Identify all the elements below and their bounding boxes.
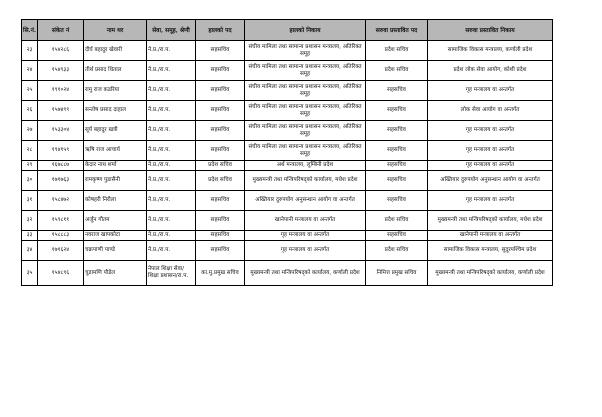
cell-current-office: गृह मन्त्रालय वा अन्तर्गत bbox=[245, 241, 366, 261]
cell-code: १५७४९९ bbox=[38, 101, 84, 121]
cell-current-office: संघीय मामिला तथा सामान्य प्रशासन मन्त्रालय, अतिरिक्त समूह bbox=[245, 61, 366, 81]
cell-proposed-post: सहसचिव bbox=[366, 171, 428, 191]
cell-service: ने.प्र./रा.प. bbox=[147, 81, 196, 101]
cell-service: ने.प्र./रा.प. bbox=[147, 101, 196, 121]
cell-service: ने.प्र./रा.प. bbox=[147, 211, 196, 231]
cell-current-post: सहसचिव bbox=[196, 61, 245, 81]
transfer-table bbox=[21, 19, 553, 286]
table-row bbox=[22, 161, 553, 171]
cell-current-post: सहसचिव bbox=[196, 141, 245, 161]
header-current-post: हालको पद bbox=[196, 20, 245, 41]
cell-service: ने.प्र./रा.प. bbox=[147, 241, 196, 261]
cell-name: रामकृष्ण पुडासैनी bbox=[84, 171, 147, 191]
cell-current-office: संघीय मामिला तथा सामान्य प्रशासन मन्त्रालय, अतिरिक्त समूह bbox=[245, 141, 366, 161]
cell-serial: ३२ bbox=[22, 211, 38, 231]
cell-current-office: खानेपानी मन्त्रालय वा अन्तर्गत bbox=[245, 211, 366, 231]
cell-proposed-post: प्रदेश सचिव bbox=[366, 211, 428, 231]
cell-proposed-office: सामाजिक विकास मन्त्रालय, कर्णाली प्रदेश bbox=[428, 41, 553, 61]
table-row bbox=[22, 261, 553, 286]
cell-proposed-office: मुख्यमन्त्री तथा मन्त्रिपरिषद्को कार्यालय, मधेश प्रदेश bbox=[428, 211, 553, 231]
table-row bbox=[22, 61, 553, 81]
cell-name: चक्रपाणी पाण्डे bbox=[84, 241, 147, 261]
cell-current-post: सहसचिव bbox=[196, 81, 245, 101]
cell-service: ने.प्र./रा.प. bbox=[147, 121, 196, 141]
cell-service: ने.प्र./रा.प. bbox=[147, 231, 196, 241]
cell-service: नेपाल शिक्षा सेवा/ शिक्षा प्रशासन/रा.प. bbox=[147, 261, 196, 286]
cell-proposed-office: खानेपानी मन्त्रालय वा अन्तर्गत bbox=[428, 231, 553, 241]
cell-proposed-office: गृह मन्त्रालय वा अन्तर्गत bbox=[428, 191, 553, 211]
cell-name: केदार नाथ शर्मा bbox=[84, 161, 147, 171]
cell-current-office: गृह मन्त्रालय वा अन्तर्गत bbox=[245, 231, 366, 241]
header-proposed-office: सरुवा प्रस्तावित निकाय bbox=[428, 20, 553, 41]
cell-proposed-post: सहसचिव bbox=[366, 101, 428, 121]
cell-proposed-post: प्रदेश सचिव bbox=[366, 61, 428, 81]
cell-code: १५३३०४ bbox=[38, 121, 84, 141]
cell-proposed-office: सामाजिक विकास मन्त्रालय, सुदूरपश्चिम प्रदेश bbox=[428, 241, 553, 261]
table-row bbox=[22, 191, 553, 211]
cell-current-post: का.मु.प्रमुख सचिव bbox=[196, 261, 245, 286]
cell-current-post: प्रदेश सचिव bbox=[196, 161, 245, 171]
transfer-list-document bbox=[21, 19, 553, 286]
cell-proposed-post: सहसचिव bbox=[366, 141, 428, 161]
cell-serial: ३३ bbox=[22, 231, 38, 241]
cell-name: ऋषि राज आचार्य bbox=[84, 141, 147, 161]
cell-serial: ३५ bbox=[22, 261, 38, 286]
cell-current-post: सहसचिव bbox=[196, 101, 245, 121]
cell-name: सूर्य बहादुर खत्री bbox=[84, 121, 147, 141]
table-row bbox=[22, 231, 553, 241]
table-row bbox=[22, 171, 553, 191]
cell-code: १५८८८३ bbox=[38, 231, 84, 241]
cell-current-post: सहसचिव bbox=[196, 231, 245, 241]
cell-proposed-post: सहसचिव bbox=[366, 161, 428, 171]
header-name: नाम थर bbox=[84, 20, 147, 41]
cell-serial: २६ bbox=[22, 101, 38, 121]
header-service: सेवा, समूह, श्रेणी bbox=[147, 20, 196, 41]
cell-code: १९१०२४ bbox=[38, 81, 84, 101]
cell-serial: ३१ bbox=[22, 191, 38, 211]
cell-service: ने.प्र./रा.प. bbox=[147, 41, 196, 61]
cell-serial: ३४ bbox=[22, 241, 38, 261]
table-row bbox=[22, 41, 553, 61]
cell-serial: ३० bbox=[22, 171, 38, 191]
cell-current-post: सहसचिव bbox=[196, 241, 245, 261]
cell-current-post: सहसचिव bbox=[196, 191, 245, 211]
cell-proposed-office: गृह मन्त्रालय वा अन्तर्गत bbox=[428, 161, 553, 171]
cell-proposed-post: निमित्त प्रमुख सचिव bbox=[366, 261, 428, 286]
cell-code: १५४८९६ bbox=[38, 261, 84, 286]
cell-current-office: संघीय मामिला तथा सामान्य प्रशासन मन्त्रालय, अतिरिक्त समूह bbox=[245, 101, 366, 121]
table-row bbox=[22, 211, 553, 231]
table-row bbox=[22, 141, 553, 161]
header-current-office: हालको निकाय bbox=[245, 20, 366, 41]
cell-code: १९४१५९ bbox=[38, 141, 84, 161]
cell-name: दीर्घ बहादुर खेवारी bbox=[84, 41, 147, 61]
table-row bbox=[22, 121, 553, 141]
cell-proposed-post: सहसचिव bbox=[366, 121, 428, 141]
cell-serial: २९ bbox=[22, 161, 38, 171]
cell-proposed-post: प्रदेश सचिव bbox=[366, 241, 428, 261]
cell-current-office: मुख्यमन्त्री तथा मन्त्रिपरिषद्को कार्यालय, मधेश प्रदेश bbox=[245, 171, 366, 191]
table-row bbox=[22, 101, 553, 121]
cell-service: ने.प्र./रा.प. bbox=[147, 141, 196, 161]
cell-name: कोषहरी निरौला bbox=[84, 191, 147, 211]
cell-current-post: सहसचिव bbox=[196, 41, 245, 61]
cell-serial: २७ bbox=[22, 121, 38, 141]
cell-code: १५४९३३ bbox=[38, 61, 84, 81]
cell-proposed-office: अख्तियार दुरुपयोग अनुसन्धान आयोग वा अन्तर्गत bbox=[428, 171, 553, 191]
cell-current-post: सहसचिव bbox=[196, 121, 245, 141]
cell-current-post: सहसचिव bbox=[196, 211, 245, 231]
cell-serial: २४ bbox=[22, 61, 38, 81]
cell-code: १५९८११ bbox=[38, 211, 84, 231]
cell-current-office: संघीय मामिला तथा सामान्य प्रशासन मन्त्रालय, अतिरिक्त समूह bbox=[245, 81, 366, 101]
header-code: संकेत नं bbox=[38, 20, 84, 41]
cell-code: १६७८८७ bbox=[38, 161, 84, 171]
cell-current-office: संघीय मामिला तथा सामान्य प्रशासन मन्त्रालय, अतिरिक्त समूह bbox=[245, 121, 366, 141]
cell-proposed-post: सहसचिव bbox=[366, 81, 428, 101]
cell-proposed-office: गृह मन्त्रालय वा अन्तर्गत bbox=[428, 121, 553, 141]
cell-name: नवराज खापकोटा bbox=[84, 231, 147, 241]
table-row bbox=[22, 81, 553, 101]
cell-serial: २८ bbox=[22, 141, 38, 161]
cell-proposed-post: प्रदेश सचिव bbox=[366, 41, 428, 61]
cell-name: चुडामणि पौडेल bbox=[84, 261, 147, 286]
cell-serial: २३ bbox=[22, 41, 38, 61]
cell-current-post: प्रदेश सचिव bbox=[196, 171, 245, 191]
header-proposed-post: सरुवा प्रस्तावित पद bbox=[366, 20, 428, 41]
header-row bbox=[22, 20, 553, 41]
header-serial: सि.नं. bbox=[22, 20, 38, 41]
cell-name: अर्जुन गौतम bbox=[84, 211, 147, 231]
cell-name: तीर्थ प्रसाद धिताल bbox=[84, 61, 147, 81]
cell-proposed-post: सहसचिव bbox=[366, 231, 428, 241]
cell-proposed-office: लोक सेवा आयोग वा अन्तर्गत bbox=[428, 101, 553, 121]
cell-proposed-office: प्रदेश लोक सेवा आयोग, कोशी प्रदेश bbox=[428, 61, 553, 81]
cell-proposed-office: गृह मन्त्रालय वा अन्तर्गत bbox=[428, 141, 553, 161]
cell-current-office: मुख्यमन्त्री तथा मन्त्रिपरिषद्को कार्यालय, कर्णाली प्रदेश bbox=[245, 261, 366, 286]
cell-serial: २५ bbox=[22, 81, 38, 101]
cell-name: सन्तोष प्रसाद दाहाल bbox=[84, 101, 147, 121]
table-row bbox=[22, 241, 553, 261]
cell-service: ने.प्र./रा.प. bbox=[147, 161, 196, 171]
cell-current-office: अर्थ मन्त्रालय, लुम्बिनी प्रदेश bbox=[245, 161, 366, 171]
cell-service: ने.प्र./रा.प. bbox=[147, 191, 196, 211]
cell-code: १७१६२४ bbox=[38, 241, 84, 261]
cell-current-office: अख्तियार दुरुपयोग अनुसन्धान आयोग वा अन्तर्गत bbox=[245, 191, 366, 211]
cell-proposed-office: गृह मन्त्रालय वा अन्तर्गत bbox=[428, 81, 553, 101]
cell-service: ने.प्र./रा.प. bbox=[147, 171, 196, 191]
cell-code: १५४२८६ bbox=[38, 41, 84, 61]
cell-code: १७१७६३ bbox=[38, 171, 84, 191]
cell-name: रामु राज कडरिया bbox=[84, 81, 147, 101]
cell-proposed-office: मुख्यमन्त्री तथा मन्त्रिपरिषद्को कार्यालय, कर्णाली प्रदेश bbox=[428, 261, 553, 286]
cell-code: १५८४७२ bbox=[38, 191, 84, 211]
cell-proposed-post: सहसचिव bbox=[366, 191, 428, 211]
cell-current-office: संघीय मामिला तथा सामान्य प्रशासन मन्त्रालय, अतिरिक्त समूह bbox=[245, 41, 366, 61]
cell-service: ने.प्र./रा.प. bbox=[147, 61, 196, 81]
